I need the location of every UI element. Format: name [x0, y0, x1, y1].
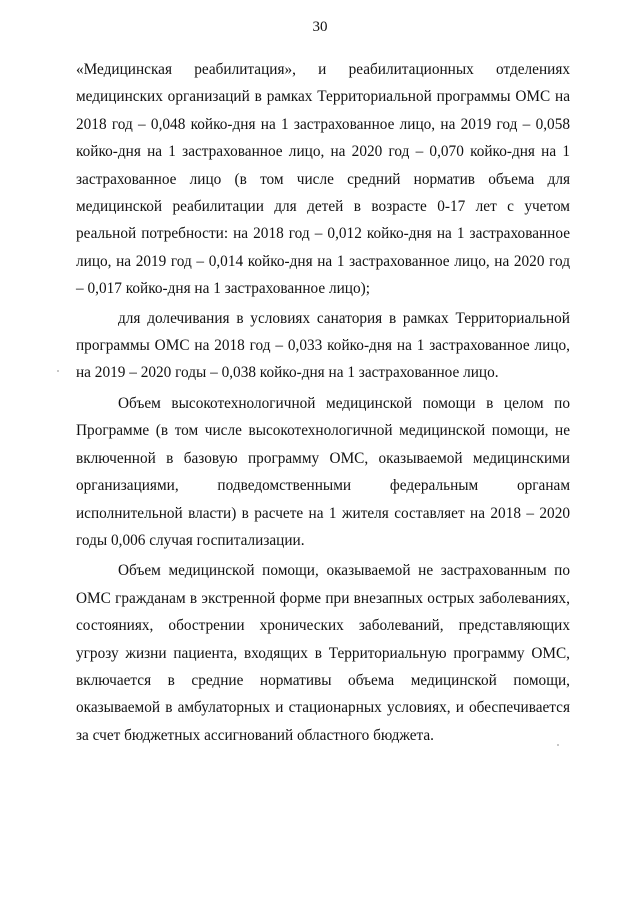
document-body — [76, 56, 570, 749]
scan-speck-mark — [557, 744, 559, 746]
paragraph-uninsured-emergency-care: Объем медицинской помощи, оказываемой не застрахованным по ОМС гражданам в экстренной форме при внезапных острых заболеваниях, состояниях, обострении хронических заболеваний, представляющих угрозу жизни пациента, входящих в Территориальную программу ОМС, включается в средние нормативы объема медицинской помощи, оказываемой в амбулаторных и стационарных условиях, и обеспечивается за счет бюджетных ассигнований областного бюджета. — [76, 562, 570, 744]
paragraph-sanatorium-aftercare: для долечивания в условиях санатория в рамках Территориальной программы ОМС на 2018 год – 0,033 койко-дня на 1 застрахованное лицо, на 2019 – 2020 годы – 0,038 койко-дня на 1 застрахованное лицо. — [76, 309, 570, 382]
scan-speck-mark — [57, 370, 59, 372]
page-number: 30 — [312, 19, 328, 35]
paragraph-rehabilitation-norms: «Медицинская реабилитация», и реабилитационных отделениях медицинских организаций в рамках Территориальной программы ОМС на 2018 год – 0,048 койко-дня на 1 застрахованное лицо, на 2019 год – 0,058 койко-дня на 1 застрахованное лицо, на 2020 год – 0,070 койко-дня на 1 застрахованное лицо (в том числе средний норматив объема для медицинской реабилитации для детей в возрасте 0-17 лет с учетом реальной потребности: на 2018 год – 0,012 койко-дня на 1 застрахованное лицо, на 2019 год – 0,014 койко-дня на 1 застрахованное лицо, на 2020 год – 0,017 койко-дня на 1 застрахованное лицо); — [76, 61, 570, 298]
paragraph-high-tech-care: Объем высокотехнологичной медицинской помощи в целом по Программе (в том числе высокотехнологичной медицинской помощи, не включенной в базовую программу ОМС, оказываемой медицинскими организациями, подведомственными федеральным органам исполнительной власти) в расчете на 1 жителя составляет на 2018 – 2020 годы 0,006 случая госпитализации. — [76, 394, 570, 549]
